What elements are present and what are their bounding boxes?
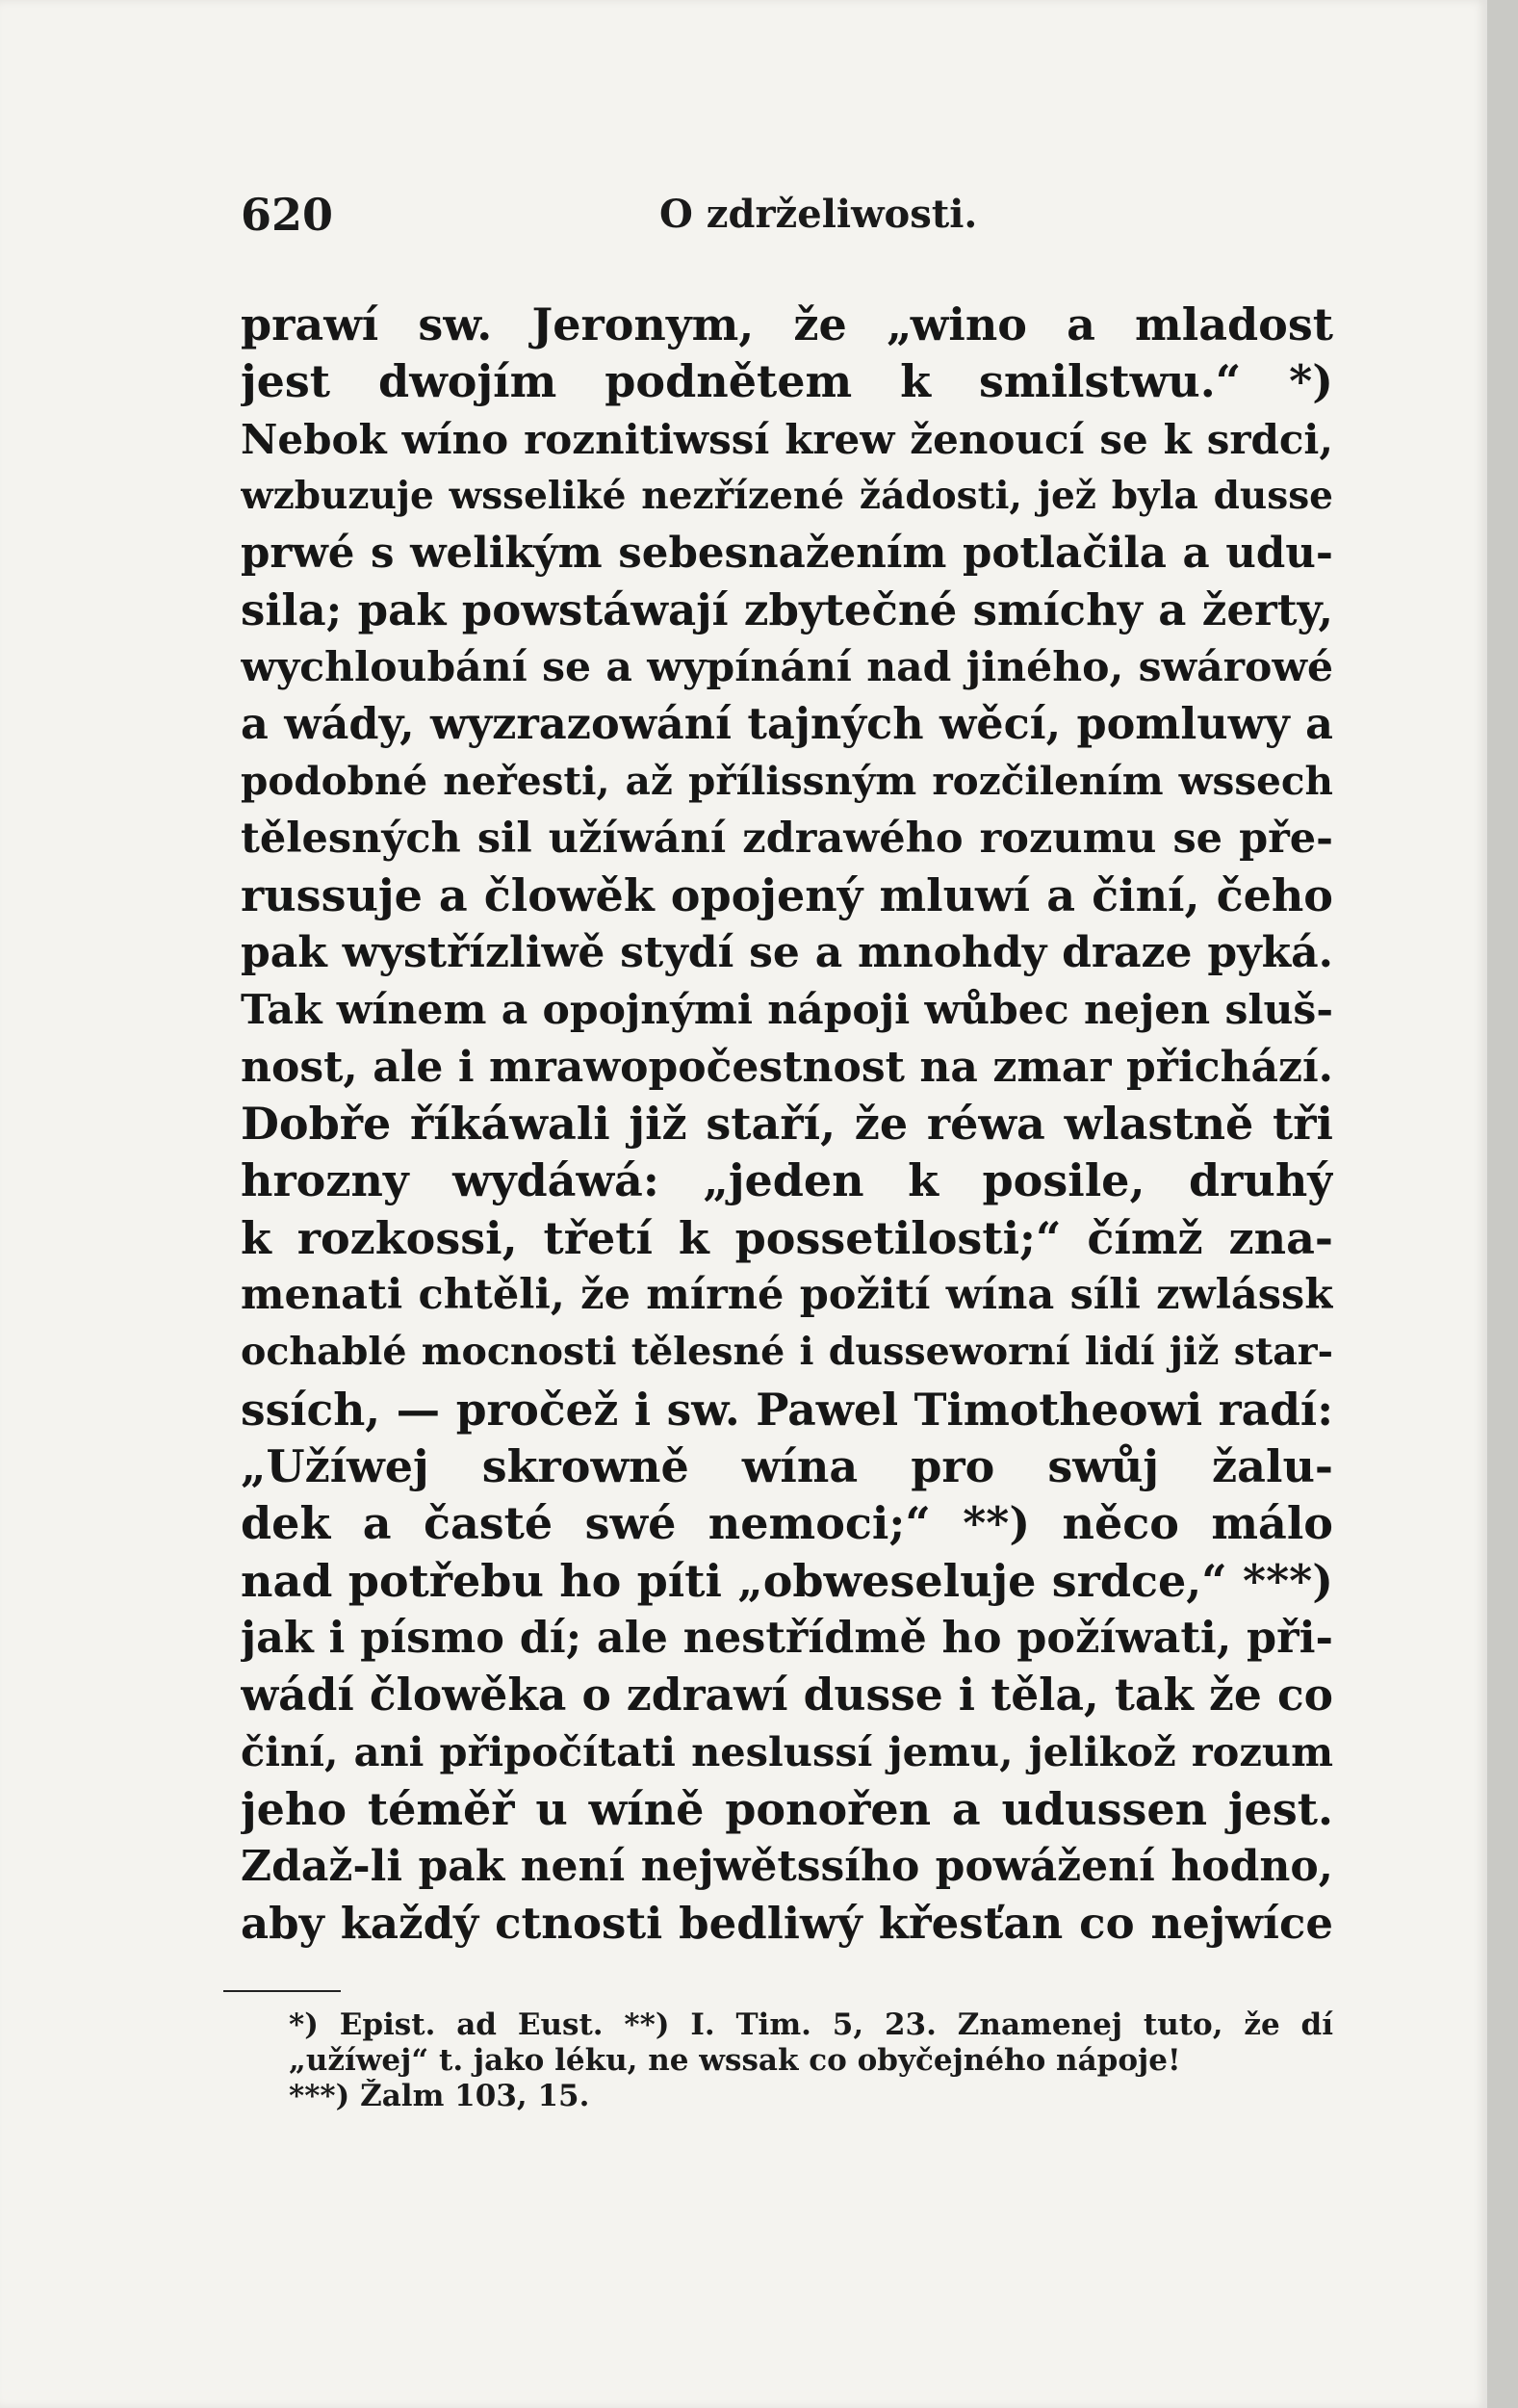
- text-line: ochablé mocnosti tělesné i dusseworní lidí již star-: [241, 1330, 1333, 1375]
- text-line: hrozny wydáwá: „jeden k posile, druhý: [241, 1154, 1333, 1207]
- text-line: aby každý ctnosti bedliwý křesťan co nejwíce: [241, 1898, 1333, 1950]
- footnotes: [289, 2007, 1333, 2114]
- text-line: pak wystřízliwě stydí se a mnohdy draze pyká.: [241, 928, 1333, 978]
- text-line: russuje a člowěk opojený mluwí a činí, čeho: [241, 868, 1333, 921]
- text-line: menati chtěli, že mírné požití wína síli zwlássk: [241, 1271, 1333, 1320]
- text-line: tělesných sil užíwání zdrawého rozumu se pře-: [241, 814, 1333, 863]
- text-line: k rozkossi, třetí k possetilosti;“ čímž zna-: [241, 1211, 1333, 1264]
- text-line: prawí sw. Jeronym, že „wino a mladost: [241, 298, 1333, 350]
- text-line: a wády, wyzrazowání tajných wěcí, pomluwy a: [241, 699, 1333, 750]
- text-line: Tak wínem a opojnými nápoji wůbec nejen sluš-: [241, 985, 1333, 1034]
- text-line: ssích, — pročež i sw. Pawel Timotheowi radí:: [241, 1383, 1333, 1436]
- body-text: [241, 297, 1333, 1953]
- page-number: 620: [241, 189, 334, 241]
- page-header: [241, 181, 1328, 248]
- text-line: jak i písmo dí; ale nestřídmě ho požíwati, při-: [241, 1612, 1333, 1663]
- footnote-line: „užíwej“ t. jako léku, ne wssak co obyčejného nápoje!: [289, 2043, 1181, 2078]
- text-line: wzbuzuje wsseliké nezřízené žádosti, jež byla dusse: [241, 473, 1333, 518]
- running-title: O zdrželiwosti.: [659, 192, 978, 237]
- text-line: sila; pak powstáwají zbytečné smíchy a žerty,: [241, 584, 1333, 636]
- text-line: nost, ale i mrawopočestnost na zmar přichází.: [241, 1042, 1333, 1092]
- text-line: Nebok wíno roznitiwssí krew ženoucí se k srdci,: [241, 415, 1333, 463]
- text-line: Zdaž-li pak není nejwětssího powážení hodno,: [241, 1842, 1333, 1892]
- footnote-line: *) Epist. ad Eust. **) I. Tim. 5, 23. Znamenej tuto, že dí: [289, 2007, 1333, 2042]
- text-line: dek a časté swé nemoci;“ **) něco málo: [241, 1497, 1333, 1550]
- footnote-line: ***) Žalm 103, 15.: [289, 2079, 590, 2113]
- text-line: „Užíwej skrowně wína pro swůj žalu-: [241, 1439, 1333, 1492]
- text-line: jest dwojím podnětem k smilstwu.“ *): [241, 355, 1333, 408]
- footnote-divider: [223, 1990, 341, 1992]
- text-line: prwé s welikým sebesnažením potlačila a udu-: [241, 529, 1333, 579]
- page-edge: [1487, 0, 1518, 2408]
- text-line: Dobře říkáwali již staří, že réwa wlastně tři: [241, 1098, 1333, 1151]
- text-line: jeho téměř u wíně ponořen a udussen jest.: [241, 1782, 1333, 1835]
- text-line: nad potřebu ho píti „obweseluje srdce,“ ***): [241, 1554, 1333, 1607]
- text-line: činí, ani připočítati neslussí jemu, jelikož rozum: [241, 1728, 1333, 1776]
- text-line: wychloubání se a wypínání nad jiného, swárowé: [241, 642, 1333, 691]
- text-line: podobné neřesti, až přílissným rozčilením wssech: [241, 758, 1333, 805]
- text-line: wádí člowěka o zdrawí dusse i těla, tak že co: [241, 1669, 1333, 1722]
